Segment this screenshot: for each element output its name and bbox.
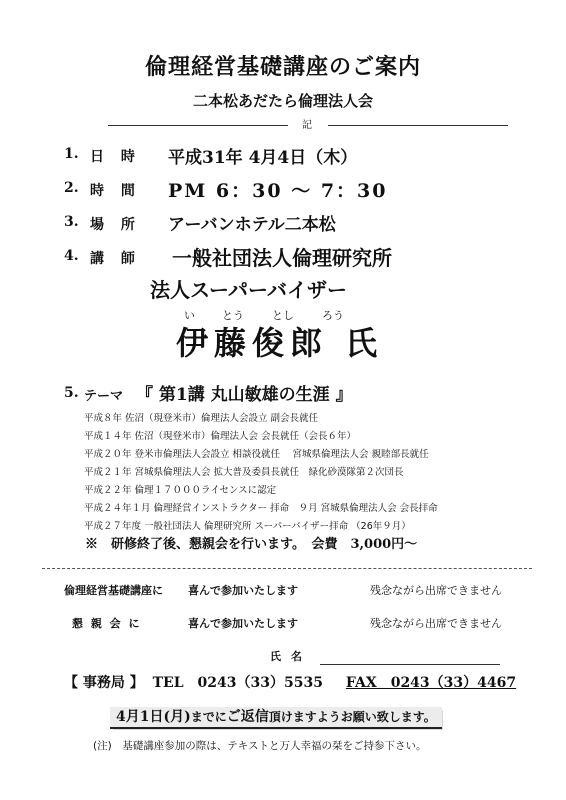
item-number: 4.: [64, 248, 79, 264]
item-value-date: 平成31年 4月4日（木）: [168, 148, 358, 168]
career-line: 平成８年 佐沼（現登米市）倫理法人会設立 副会長就任: [84, 413, 319, 424]
item-value-place: アーバンホテル二本松: [168, 215, 336, 235]
item-value-theme: 『 第1講 丸山敏雄の生涯 』: [136, 385, 353, 405]
name-field[interactable]: [320, 664, 500, 665]
ruby-i: い: [184, 309, 195, 322]
item-label-theme: テーマ: [84, 389, 124, 404]
ki-line-right: [328, 125, 508, 126]
deadline-reply: ご返信: [226, 709, 269, 725]
item-number: 3.: [64, 214, 79, 230]
ki-mark: 記: [292, 116, 322, 131]
office-label: 【 事務局 】: [64, 675, 144, 691]
footnote: (注) 基礎講座参加の際は、テキストと万人幸福の栞をご持参下さい。: [93, 740, 427, 752]
item-number: 2.: [64, 180, 79, 196]
rsvp-no-party[interactable]: 残念ながら出席できません: [370, 617, 502, 630]
item-value-time: PM 6：30 〜 7：30: [168, 180, 388, 202]
organizer-name: 二本松あだたら倫理法人会: [192, 92, 373, 110]
ruby-tou: とう: [222, 309, 244, 322]
deadline-rest: 頂けますようお願い致します。: [268, 710, 436, 724]
rsvp-yes-party[interactable]: 喜んで参加いたします: [188, 617, 298, 630]
career-line: 平成２０年 登米市倫理法人会設立 相談役就任 宮城県倫理法人会 親睦部長就任: [84, 449, 429, 460]
ki-separator: [108, 116, 508, 134]
career-line: 平成２４年１月 倫理経営インストラクター 拝命 ９月 宮城県倫理法人会 会長拝命: [84, 503, 438, 514]
career-line: 平成２２年 倫理１７０００ライセンスに認定: [84, 485, 277, 496]
cut-line: [42, 568, 532, 569]
career-line: 平成２１年 宮城県倫理法人会 拡大普及委員長就任 緑化砂漠隊第２次団長: [84, 467, 404, 478]
deadline-mid: までに: [190, 710, 227, 724]
career-line: 平成１４年 佐沼（現登米市）倫理法人会 会長就任（会長６年）: [84, 431, 357, 442]
item-label-time: 時 間: [90, 183, 141, 199]
ruby-rou: ろう: [322, 309, 344, 322]
item-value-lecturer-org: 一般社団法人倫理研究所: [172, 246, 392, 270]
speaker-name: 伊藤俊郎 氏: [176, 324, 384, 362]
office-contact: [64, 672, 520, 692]
ki-line-left: [108, 125, 288, 126]
item-label-date: 日 時: [90, 149, 141, 165]
rsvp-event-party: 懇 親 会 に: [72, 617, 142, 630]
item-number: 5.: [64, 385, 79, 401]
item-number: 1.: [64, 146, 79, 162]
speaker-role: 法人スーパーバイザー: [150, 278, 347, 302]
rsvp-no-lecture[interactable]: 残念ながら出席できません: [370, 584, 502, 597]
ruby-toshi: とし: [272, 309, 294, 322]
rsvp-event-lecture: 倫理経営基礎講座に: [64, 584, 163, 597]
page-title: 倫理経営基礎講座のご案内: [144, 54, 421, 80]
reply-deadline: [110, 707, 442, 729]
office-tel: TEL 0243（33）5535: [152, 675, 323, 691]
career-line: 平成２７年度 一般社団法人 倫理研究所 スーパーバイザー拝命 （26年９月）: [84, 521, 411, 532]
item-label-lecturer: 講 師: [90, 251, 141, 267]
deadline-date: 4月1日(月): [116, 709, 191, 725]
social-gathering-notice: ※ 研修終了後、懇親会を行います。 会費 3,000円〜: [85, 537, 418, 552]
office-fax: FAX 0243（33）4467: [345, 675, 517, 691]
name-label: 氏名: [270, 650, 312, 663]
rsvp-yes-lecture[interactable]: 喜んで参加いたします: [188, 584, 298, 597]
item-label-place: 場 所: [90, 217, 141, 233]
